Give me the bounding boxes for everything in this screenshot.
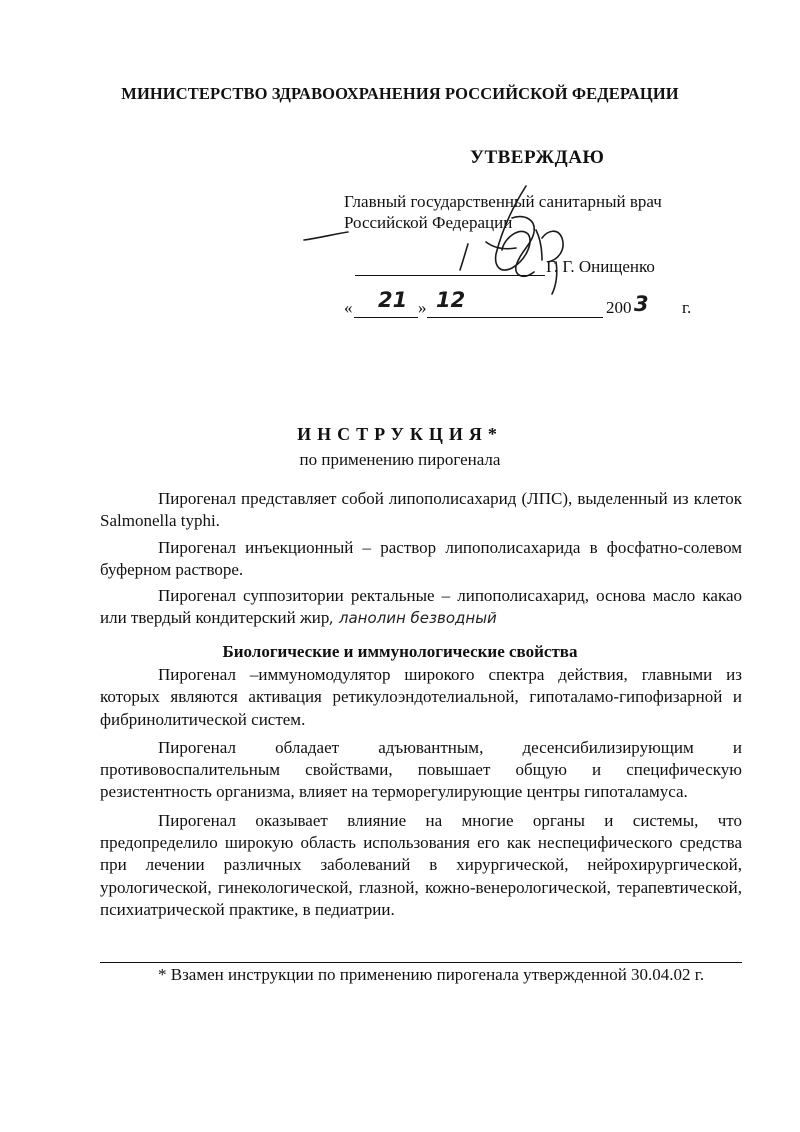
properties-paragraph-3: Пирогенал оказывает влияние на многие органы и системы, что предопределило широкую область использования его как неспецифического средства при лечении различных заболеваний в хирургической, нейрохирургической, урологической, гинекологической, глазной, кожно-венерологической, терапевтической, психиатрической практике, в педиатрии. (100, 810, 742, 919)
date-month: 12 (436, 288, 466, 312)
date-day: 21 (378, 288, 408, 312)
intro-paragraph-3-printed: Пирогенал суппозитории ректальные – липополисахарид, основа масло какао или твердый кондитерский жир (100, 586, 742, 628)
approver-position-line1: Главный государственный санитарный врач (344, 192, 662, 211)
date-year-unit: г. (682, 298, 692, 317)
signatory-name: Г. Г. Онищенко (546, 257, 655, 276)
approval-heading: УТВЕРЖДАЮ (470, 147, 605, 168)
intro-paragraph-2: Пирогенал инъекционный – раствор липополисахарида в фосфатно-солевом буферном растворе. (100, 537, 742, 579)
signature-line (355, 275, 545, 276)
intro-paragraph-1: Пирогенал представляет собой липополисахарид (ЛПС), выделенный из клеток Salmonella typhi. (100, 489, 742, 531)
footnote-text: * Взамен инструкции по применению пирогенала утвержденной 30.04.02 г. (158, 965, 705, 984)
date-year-prefix: 200 (606, 298, 632, 317)
date-close-quote: » (418, 298, 427, 317)
intro-section (100, 488, 742, 630)
intro-paragraph-3 (100, 585, 742, 630)
signature-icon (290, 178, 590, 298)
properties-paragraph-1: Пирогенал –иммуномодулятор широкого спектра действия, главными из которых являются активация ретикулоэндотелиальной, гипоталамо-гипофизарной и фибринолитической систем. (100, 665, 742, 729)
properties-paragraph-2: Пирогенал обладает адъювантным, десенсибилизирующим и противовоспалительным свойствами, повышает общую и специфическую резистентность организма, влияет на терморегулирующие центры гипоталамуса. (100, 737, 742, 802)
date-year-suffix: 3 (634, 292, 649, 316)
document-subtitle: по применению пирогенала (299, 450, 501, 469)
date-open-quote: « (344, 298, 353, 317)
properties-section (100, 664, 742, 921)
date-day-underline (354, 317, 418, 318)
approver-position-line2: Российской Федерации (344, 213, 513, 232)
ministry-header: МИНИСТЕРСТВО ЗДРАВООХРАНЕНИЯ РОССИЙСКОЙ ФЕДЕРАЦИИ (121, 84, 679, 103)
footnote (100, 964, 742, 987)
document-title: ИНСТРУКЦИЯ* (297, 424, 503, 444)
date-month-underline (427, 317, 603, 318)
footnote-divider (100, 962, 742, 963)
section-heading: Биологические и иммунологические свойства (222, 642, 578, 661)
handwritten-addition: , ланолин безводный (329, 609, 497, 628)
